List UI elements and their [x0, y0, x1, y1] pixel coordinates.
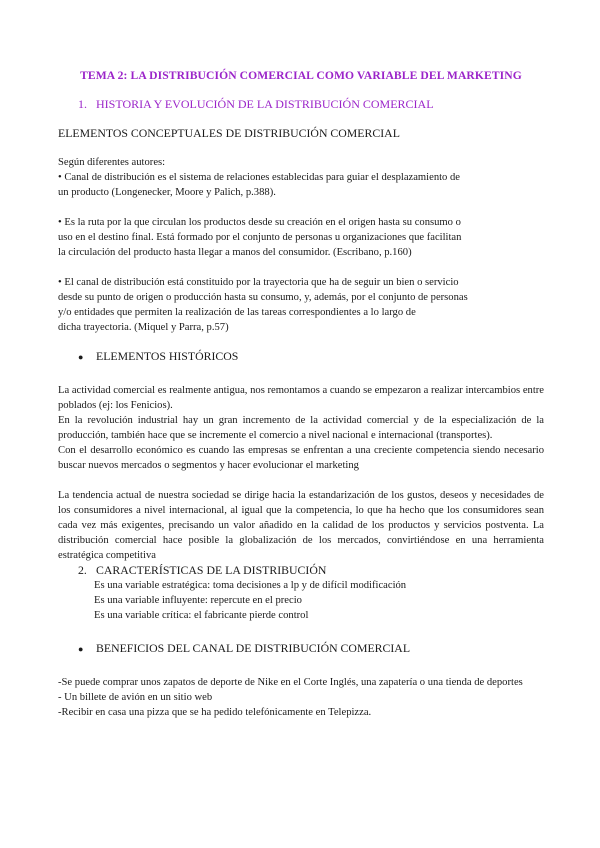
heading-beneficios [78, 641, 544, 657]
paragraph: -Recibir en casa una pizza que se ha pedido telefónicamente en Telepizza. [58, 707, 372, 718]
definition-line: uso en el destino final. Está formado por el conjunto de personas u organizaciones que facilitan [58, 232, 462, 243]
definition-line: • Es la ruta por la que circulan los productos desde su creación en el origen hasta su consumo o [58, 217, 461, 228]
heading-elementos-conceptuales: ELEMENTOS CONCEPTUALES DE DISTRIBUCIÓN COMERCIAL [58, 126, 400, 140]
section-heading-historia [78, 97, 544, 112]
definition-line: desde su punto de origen o producción hasta su consumo, y, además, por el conjunto de personas [58, 292, 468, 303]
section-label: CARACTERÍSTICAS DE LA DISTRIBUCIÓN [96, 563, 327, 577]
historical-block [58, 383, 544, 563]
intro-line: Según diferentes autores: [58, 157, 166, 168]
bullet-heading-label: BENEFICIOS DEL CANAL DE DISTRIBUCIÓN COMERCIAL [96, 641, 411, 655]
list-item: Es una variable crítica: el fabricante pierde control [94, 610, 309, 621]
bullet-icon: ● [78, 644, 84, 654]
definition-line: y/o entidades que permiten la realización de las tareas correspondientes a lo largo de [58, 307, 416, 318]
definitions-block [58, 155, 544, 335]
section-heading-caracteristicas [78, 563, 544, 578]
definition-line: • Canal de distribución es el sistema de relaciones establecidas para guiar el desplazamiento de [58, 172, 460, 183]
heading-elementos-historicos [78, 349, 544, 365]
list-item: Es una variable estratégica: toma decisiones a lp y de difícil modificación [94, 580, 407, 591]
list-item: Es una variable influyente: repercute en el precio [94, 595, 302, 606]
definition-line: la circulación del producto hasta llegar a manos del consumidor. (Escribano, p.160) [58, 247, 412, 258]
paragraph: -Se puede comprar unos zapatos de deporte de Nike en el Corte Inglés, una zapatería o una tienda de deportes [58, 677, 523, 688]
bullet-icon: ● [78, 352, 84, 362]
definition-line: un producto (Longenecker, Moore y Palich, p.388). [58, 187, 276, 198]
paragraph: La tendencia actual de nuestra sociedad se dirige hacia la estandarización de los gustos, deseos y necesidades de los consumidores a nivel internacional, al igual que la competencia, lo que ha hecho que los consumidores sean cada vez más exigentes, precisando un valor añadido en la calidad de los productos y servicios postventa. La distribución comercial hace posible la globalización de los mercados, convirtiéndose en una herramienta estratégica competitiva [58, 490, 544, 561]
characteristics-list [94, 578, 544, 623]
section-number: 1. [78, 97, 87, 111]
definition-line: dicha trayectoria. (Miquel y Parra, p.57) [58, 322, 229, 333]
benefits-block [58, 675, 544, 720]
document-title: TEMA 2: LA DISTRIBUCIÓN COMERCIAL COMO VARIABLE DEL MARKETING [80, 69, 522, 82]
paragraph: Con el desarrollo económico es cuando las empresas se enfrentan a una creciente competencia siendo necesario buscar nuevos mercados o segmentos y hacer evolucionar el marketing [58, 445, 544, 471]
paragraph: La actividad comercial es realmente antigua, nos remontamos a cuando se empezaron a realizar intercambios entre poblados (ej: los Fenicios). [58, 385, 544, 411]
bullet-heading-label: ELEMENTOS HISTÓRICOS [96, 349, 239, 363]
section-number: 2. [78, 563, 87, 577]
definition-line: • El canal de distribución está constituido por la trayectoria que ha de seguir un bien o servicio [58, 277, 459, 288]
paragraph: - Un billete de avión en un sitio web [58, 692, 213, 703]
paragraph: En la revolución industrial hay un gran incremento de la actividad comercial y de la especialización de la producción, también hace que se incremente el comercio a nivel nacional e internacional (transportes). [58, 415, 544, 441]
section-label: HISTORIA Y EVOLUCIÓN DE LA DISTRIBUCIÓN COMERCIAL [96, 97, 434, 111]
